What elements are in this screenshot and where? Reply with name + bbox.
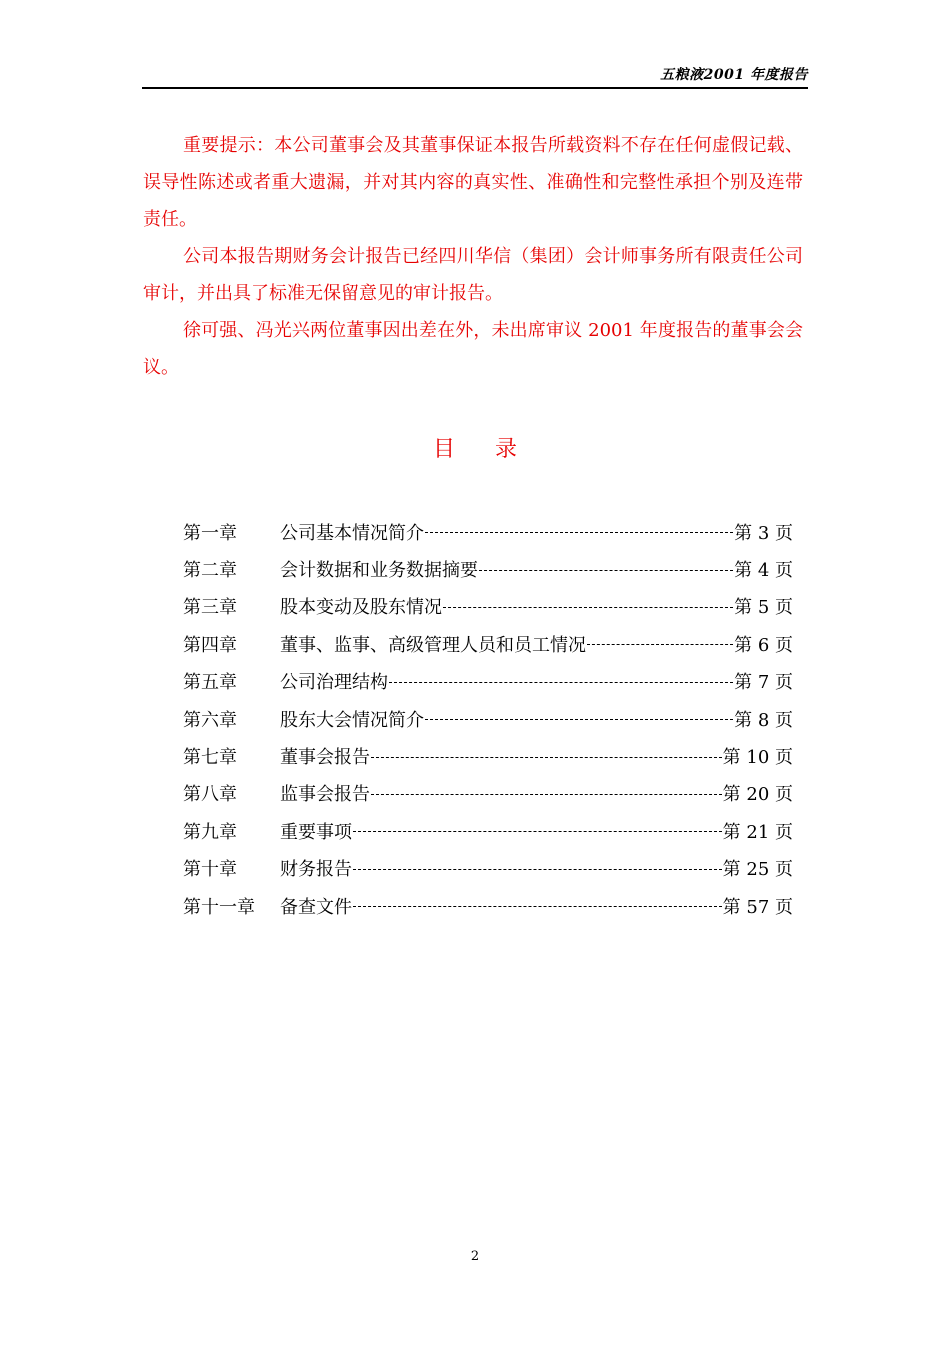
- toc-entry[interactable]: [183, 700, 793, 737]
- header-divider: [142, 87, 808, 89]
- toc-leader-dashes: [443, 607, 733, 608]
- toc-entry[interactable]: [183, 625, 793, 662]
- report-header-title: 五粮液2001 年度报告: [660, 67, 808, 83]
- toc-chapter-number: 第一章: [183, 522, 237, 544]
- toc-chapter-number: 第三章: [183, 597, 237, 619]
- toc-page-ref: 第 6 页: [734, 634, 793, 656]
- toc-chapter-title: 股东大会情况简介: [280, 709, 424, 731]
- toc-title-right: 录: [495, 437, 518, 462]
- toc-chapter-number: 第十章: [183, 859, 237, 881]
- toc-chapter-title: 公司基本情况简介: [280, 522, 424, 544]
- toc-title: [0, 432, 950, 463]
- toc-page-ref: 第 25 页: [722, 859, 793, 881]
- toc-chapter-number: 第四章: [183, 634, 237, 656]
- toc-leader-dashes: [353, 906, 722, 907]
- toc-chapter-title: 公司治理结构: [280, 672, 388, 694]
- toc-leader-dashes: [587, 644, 733, 645]
- toc-chapter-title: 董事会报告: [280, 747, 370, 769]
- toc-leader-dashes: [353, 831, 722, 832]
- toc-entry[interactable]: [183, 550, 793, 587]
- toc-chapter-number: 第六章: [183, 709, 237, 731]
- toc-entry[interactable]: [183, 513, 793, 550]
- toc-page-ref: 第 21 页: [722, 821, 793, 843]
- notice-paragraph-audit: 公司本报告期财务会计报告已经四川华信（集团）会计师事务所有限责任公司审计，并出具了标准无保留意见的审计报告。: [143, 246, 803, 304]
- toc-chapter-title: 财务报告: [280, 859, 352, 881]
- toc-page-ref: 第 20 页: [722, 784, 793, 806]
- toc-leader-dashes: [425, 532, 733, 533]
- toc-entry[interactable]: [183, 887, 793, 924]
- toc-page-ref: 第 3 页: [734, 522, 793, 544]
- table-of-contents: [183, 513, 793, 924]
- toc-chapter-number: 第八章: [183, 784, 237, 806]
- toc-chapter-title: 重要事项: [280, 821, 352, 843]
- toc-page-ref: 第 4 页: [734, 560, 793, 582]
- toc-title-left: 目: [432, 437, 455, 462]
- toc-entry[interactable]: [183, 850, 793, 887]
- toc-chapter-number: 第五章: [183, 672, 237, 694]
- toc-entry[interactable]: [183, 588, 793, 625]
- toc-chapter-title: 备查文件: [280, 896, 352, 918]
- toc-leader-dashes: [389, 682, 733, 683]
- toc-chapter-title: 监事会报告: [280, 784, 370, 806]
- toc-page-ref: 第 7 页: [734, 672, 793, 694]
- toc-entry[interactable]: [183, 775, 793, 812]
- toc-chapter-number: 第九章: [183, 821, 237, 843]
- toc-page-ref: 第 10 页: [722, 747, 793, 769]
- toc-leader-dashes: [371, 757, 722, 758]
- toc-chapter-number: 第十一章: [183, 896, 255, 918]
- notice-paragraph-absence: 徐可强、冯光兴两位董事因出差在外，未出席审议 2001 年度报告的董事会会议。: [143, 320, 803, 378]
- toc-entry[interactable]: [183, 737, 793, 774]
- page-number: 2: [470, 1249, 480, 1264]
- toc-leader-dashes: [353, 869, 722, 870]
- notice-paragraph-important: 重要提示：本公司董事会及其董事保证本报告所载资料不存在任何虚假记载、误导性陈述或者重大遗漏，并对其内容的真实性、准确性和完整性承担个别及连带责任。: [143, 135, 803, 230]
- toc-page-ref: 第 57 页: [722, 896, 793, 918]
- toc-leader-dashes: [371, 794, 722, 795]
- toc-page-ref: 第 8 页: [734, 709, 793, 731]
- toc-chapter-title: 董事、监事、高级管理人员和员工情况: [280, 634, 586, 656]
- toc-chapter-title: 股本变动及股东情况: [280, 597, 442, 619]
- toc-chapter-number: 第七章: [183, 747, 237, 769]
- toc-chapter-number: 第二章: [183, 560, 237, 582]
- toc-entry[interactable]: [183, 812, 793, 849]
- toc-chapter-title: 会计数据和业务数据摘要: [280, 560, 478, 582]
- toc-entry[interactable]: [183, 663, 793, 700]
- toc-page-ref: 第 5 页: [734, 597, 793, 619]
- toc-leader-dashes: [425, 719, 733, 720]
- toc-leader-dashes: [479, 570, 733, 571]
